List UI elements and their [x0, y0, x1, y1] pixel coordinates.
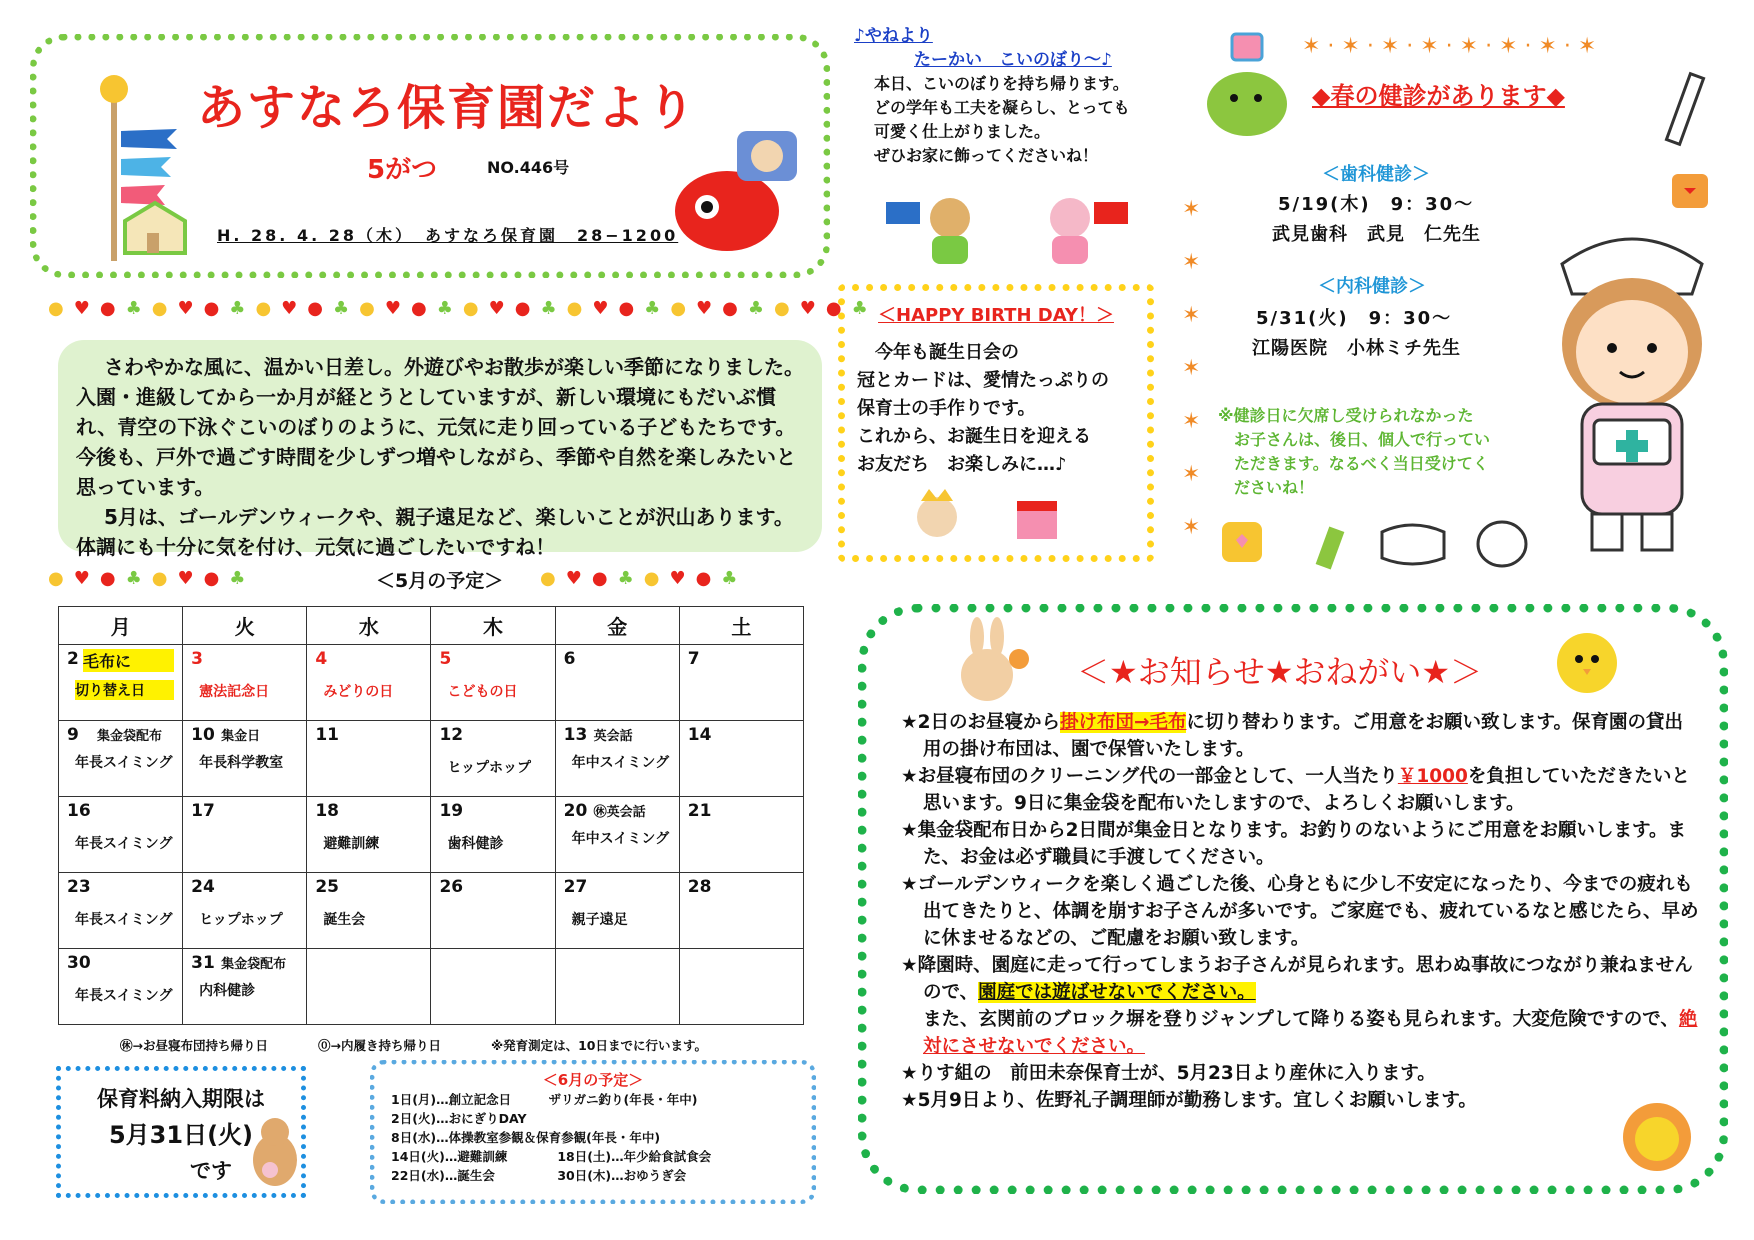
calendar-event: こどもの日 — [447, 684, 518, 700]
birthday-line: 今年も誕生日会の — [857, 342, 1019, 363]
calendar-date-number: 16 — [67, 801, 91, 821]
calendar-event: 毛布に — [83, 649, 174, 672]
calendar-date-number: 3 — [191, 649, 203, 669]
checkup-note — [1218, 404, 1548, 500]
day-header: 水 — [307, 607, 431, 645]
calendar-event: 年長スイミング — [75, 912, 173, 928]
calendar-day-cell — [431, 645, 555, 721]
june-item: 14日(火)…避難訓練 18日(土)…年少給食試食会 — [391, 1149, 712, 1164]
notice-highlight: 園庭では遊ばせないでください。 — [978, 982, 1256, 1003]
checkup-note-line: ださいね！ — [1218, 478, 1315, 497]
calendar-date-number: 24 — [191, 877, 215, 897]
calendar-day-cell — [59, 797, 183, 873]
decorative-strip: ● ♥ ● ♣ ● ♥ ● ♣ — [540, 567, 738, 589]
rabbit-with-flower-illustration — [947, 619, 1037, 709]
notice-item: ★集金袋配布日から2日間が集金日となります。お釣りのないようにご用意をお願いします。また、お金は必ず職員に手渡してください。 — [901, 820, 1687, 868]
koinobori-illustration — [67, 71, 187, 261]
internal-checkup-doctor: 江陽医院 小林ミチ先生 — [1252, 338, 1461, 359]
calendar-event: 年中スイミング — [571, 831, 670, 847]
calendar-date-number: 4 — [315, 649, 328, 669]
calendar-date-number: 18 — [315, 801, 339, 821]
day-header: 木 — [431, 607, 555, 645]
calendar-event: 英会話 — [593, 729, 633, 744]
calendar-date-number: 19 — [439, 801, 464, 821]
fee-suffix: です — [190, 1159, 232, 1183]
notice-item: ★お昼寝布団のクリーニング代の一部金として、一人当たり￥1000を負担していただきたいと思います。9日に集金袋を配布いたしますので、よろしくお願いします。 — [901, 766, 1690, 814]
calendar-day-cell — [183, 949, 307, 1025]
calendar-day-cell — [679, 949, 803, 1025]
calendar-day-cell — [679, 797, 803, 873]
kabuto-illustration — [667, 111, 817, 261]
notices-list — [901, 709, 1701, 1114]
calendar-event: ヒップホップ — [199, 912, 283, 928]
chick-illustration — [1547, 623, 1627, 703]
birthday-line: 保育士の手作りです。 — [857, 398, 1036, 419]
internal-checkup-label: ＜内科健診＞ — [1318, 276, 1426, 297]
calendar-date-number: 17 — [191, 801, 215, 821]
calendar-date-number: 14 — [687, 725, 712, 745]
calendar-event: 年長スイミング — [75, 836, 173, 852]
issue-number: NO.446号 — [487, 158, 570, 177]
notice-item: ★2日のお昼寝から掛け布団→毛布に切り替わります。ご用意をお願い致します。保育園の貸出用の掛け布団は、園で保管いたします。 — [901, 712, 1684, 760]
animals-with-flags-illustration — [880, 188, 1140, 268]
calendar-event: 年中スイミング — [571, 755, 670, 771]
star-border-left: ✶ ✶ ✶ ✶ ✶ ✶ ✶ — [1182, 197, 1201, 540]
calendar-day-cell — [679, 721, 803, 797]
calendar-week-row — [59, 721, 804, 797]
koinobori-line: 本日、こいのぼりを持ち帰ります。 — [874, 74, 1129, 93]
header-box — [30, 34, 830, 278]
day-header: 土 — [679, 607, 803, 645]
calendar-day-cell — [431, 797, 555, 873]
internal-checkup-date: 5/31(火) 9：30〜 — [1256, 308, 1453, 329]
calendar-date-number: 27 — [563, 877, 588, 897]
calendar-day-cell — [59, 949, 183, 1025]
calendar-event: 歯科健診 — [447, 836, 504, 852]
day-header: 火 — [183, 607, 307, 645]
calendar-week-row — [59, 949, 804, 1025]
calendar-date-number: 30 — [67, 953, 91, 973]
intro-paragraph-2: 5月は、ゴールデンウィークや、親子遠足など、楽しいことが沢山あります。体調にも十分に気を付け、元気に過ごしたいですね！ — [76, 505, 794, 559]
month-label: 5がつ — [367, 155, 438, 185]
calendar-date-number: 21 — [687, 801, 712, 821]
koinobori-subheading: たーかい こいのぼり〜♪ — [914, 50, 1112, 70]
calendar-day-cell — [555, 645, 679, 721]
syringe-and-cup-icon — [1662, 64, 1722, 224]
june-item: 22日(水)…誕生会 30日(木)…おゆうぎ会 — [391, 1168, 687, 1183]
fee-date: 5月31日(火) — [108, 1121, 254, 1149]
birthday-box — [838, 284, 1154, 562]
notices-box — [858, 604, 1728, 1194]
dental-checkup-label: ＜歯科健診＞ — [1322, 164, 1430, 185]
notice-highlight: ￥1000 — [1397, 766, 1468, 787]
day-header: 金 — [555, 607, 679, 645]
calendar-event: 集金日 — [221, 729, 261, 744]
calendar-event: 年長科学教室 — [199, 755, 284, 771]
calendar-event: 避難訓練 — [323, 836, 380, 852]
koinobori-section — [854, 24, 1154, 168]
calendar-day-cell — [431, 721, 555, 797]
day-header: 月 — [59, 607, 183, 645]
calendar-week-row — [59, 797, 804, 873]
calendar-date-number: 20 — [563, 801, 588, 821]
calendar-event: 集金袋配布 — [97, 729, 163, 744]
calendar-legend: ㊡→お昼寝布団持ち帰り日 ⓪→内履き持ち帰り日 ※発育測定は、10日までに行います。 — [120, 1038, 707, 1053]
koinobori-heading: ♪やねより — [854, 26, 933, 46]
newsletter-title: あすなろ保育園だより — [197, 80, 698, 136]
fee-label: 保育料納入期限は — [97, 1087, 265, 1111]
decorative-strip: ● ♥ ● ♣ ● ♥ ● ♣ — [48, 567, 246, 589]
calendar-date-number: 31 — [191, 953, 215, 973]
calendar-day-cell — [183, 721, 307, 797]
lion-illustration — [1607, 1097, 1707, 1177]
calendar-event: ㊡英会話 — [593, 805, 646, 820]
birthday-title: ＜HAPPY BIRTH DAY！＞ — [878, 305, 1114, 326]
calendar-date-number: 9 — [67, 725, 79, 745]
calendar-day-cell — [183, 645, 307, 721]
calendar-event: 憲法記念日 — [199, 684, 270, 700]
calendar-event: ヒップホップ — [447, 760, 532, 776]
calendar-date-number: 13 — [563, 725, 588, 745]
calendar-date-number: 2 — [67, 649, 79, 669]
checkups-section — [1182, 34, 1742, 574]
calendar-day-cell — [555, 873, 679, 949]
medical-supplies-illustration — [1212, 512, 1532, 572]
star-border-top: ✶ · ✶ · ✶ · ✶ · ✶ · ✶ · ✶ · ✶ — [1302, 34, 1597, 59]
calendar-day-cell — [59, 645, 183, 721]
may-calendar — [58, 606, 804, 1025]
calendar-day-cell — [59, 721, 183, 797]
calendar-date-number: 10 — [191, 725, 215, 745]
birthday-line: これから、お誕生日を迎える — [857, 426, 1091, 447]
calendar-date-number: 23 — [67, 877, 91, 897]
checkup-note-line: ただきます。なるべく当日受けてく — [1218, 454, 1489, 473]
checkups-title: ◆春の健診があります◆ — [1312, 82, 1565, 110]
calendar-day-cell — [59, 873, 183, 949]
koinobori-line: ぜひお家に飾ってくださいね！ — [874, 146, 1099, 165]
dental-checkup-date: 5/19(木) 9：30〜 — [1278, 194, 1475, 215]
june-item: 2日(火)…おにぎりDAY — [391, 1111, 527, 1126]
calendar-event: 切り替え日 — [75, 680, 174, 700]
calendar-event: 誕生会 — [323, 912, 366, 928]
koinobori-line: 可愛く仕上がりました。 — [874, 122, 1051, 141]
notice-item: ★降園時、園庭に走って行ってしまうお子さんが見られます。思わぬ事故につながり兼ねませんので、園庭では遊ばせないでください。 また、玄関前のブロック塀を登りジャンプして降りる姿も見られます。大変危険ですので、絶対にさせないでください。 — [901, 955, 1698, 1057]
notice-item: ★りす組の 前田未奈保育士が、5月23日より産休に入ります。 — [901, 1063, 1436, 1084]
calendar-date-number: 12 — [439, 725, 464, 745]
calendar-day-cell — [679, 645, 803, 721]
calendar-week-row — [59, 873, 804, 949]
calendar-day-cell — [431, 873, 555, 949]
notices-title: ＜★お知らせ★おねがい★＞ — [1077, 653, 1483, 691]
kangaroo-illustration — [240, 1110, 310, 1190]
intro-paragraph-1: さわやかな風に、温かい日差し。外遊びやお散歩が楽しい季節になりました。入園・進級してから一か月が経とうとしていますが、新しい環境にもだいぶ慣れ、青空の下泳ぐこいのぼりのように、元気に走り回っている子どもたちです。今後も、戸外で過ごす時間を少しずつ増やしながら、季節や自然を楽しみたいと思っています。 — [76, 355, 804, 499]
checkup-note-line: お子さんは、後日、個人で行ってい — [1218, 430, 1491, 449]
calendar-day-cell — [307, 873, 431, 949]
dateline: H. 28. 4. 28（木） あすなろ保育園 28−1200 — [217, 226, 679, 245]
bird-with-medicine-illustration — [1192, 24, 1302, 144]
nurse-illustration — [1522, 224, 1742, 564]
june-schedule-box — [370, 1060, 816, 1204]
calendar-date-number: 28 — [687, 877, 712, 897]
calendar-day-cell — [183, 797, 307, 873]
calendar-day-cell — [679, 873, 803, 949]
june-item: 1日(月)…創立記念日 ザリガニ釣り(年長・年中) — [391, 1092, 698, 1107]
dental-checkup-doctor: 武見歯科 武見 仁先生 — [1272, 224, 1481, 245]
calendar-event: 年長スイミング — [75, 755, 173, 771]
notice-highlight: 掛け布団→毛布 — [1059, 712, 1187, 733]
koinobori-line: どの学年も工夫を凝らし、とっても — [874, 98, 1130, 117]
calendar-day-cell — [183, 873, 307, 949]
calendar-day-cell — [307, 797, 431, 873]
calendar-week-row — [59, 645, 804, 721]
calendar-event: 内科健診 — [199, 983, 256, 999]
calendar-day-cell — [431, 949, 555, 1025]
crown-and-cake-illustration — [907, 487, 1067, 547]
calendar-event: みどりの日 — [323, 684, 394, 700]
calendar-date-number: 25 — [315, 877, 339, 897]
calendar-date-number: 5 — [439, 649, 452, 669]
calendar-day-cell — [555, 797, 679, 873]
calendar-date-number: 11 — [315, 725, 339, 745]
calendar-event: 年長スイミング — [75, 988, 173, 1004]
notice-item: ★5月9日より、佐野礼子調理師が勤務します。宜しくお願いします。 — [901, 1090, 1477, 1111]
calendar-day-cell — [307, 645, 431, 721]
birthday-line: 冠とカードは、愛情たっぷりの — [857, 370, 1109, 391]
calendar-date-number: 26 — [439, 877, 464, 897]
may-schedule-title: ＜5月の予定＞ — [376, 570, 504, 592]
calendar-event: 集金袋配布 — [221, 957, 287, 972]
june-schedule-title: ＜6月の予定＞ — [542, 1071, 644, 1089]
birthday-line: お友だち お楽しみに…♪ — [857, 454, 1067, 475]
calendar-day-cell — [307, 721, 431, 797]
intro-message — [58, 340, 822, 559]
calendar-event: 親子遠足 — [571, 912, 628, 928]
checkup-note-line: ※健診日に欠席し受けられなかった — [1218, 406, 1474, 425]
june-item: 8日(水)…体操教室参観＆保育参観(年長・年中) — [391, 1130, 661, 1145]
calendar-day-cell — [555, 949, 679, 1025]
calendar-day-cell — [307, 949, 431, 1025]
calendar-day-cell — [555, 721, 679, 797]
notice-highlight: 絶対にさせないでください。 — [923, 1009, 1698, 1057]
decorative-strip: ● ♥ ● ♣ ● ♥ ● ♣ ● ♥ ● ♣ ● ♥ ● ♣ ● ♥ ● ♣ ● ♥ ● ♣ ● ♥ ● ♣ ● ♥ ● ♣ — [48, 297, 868, 319]
notice-item: ★ゴールデンウィークを楽しく過ごした後、心身ともに少し不安定になったり、今までの疲れも出てきたりと、体調を崩すお子さんが多いです。ご家庭でも、疲れているなと感じたら、早めに休ませるなどの、ご配慮をお願い致します。 — [901, 874, 1699, 949]
calendar-date-number: 6 — [563, 649, 576, 669]
calendar-date-number: 7 — [687, 649, 700, 669]
